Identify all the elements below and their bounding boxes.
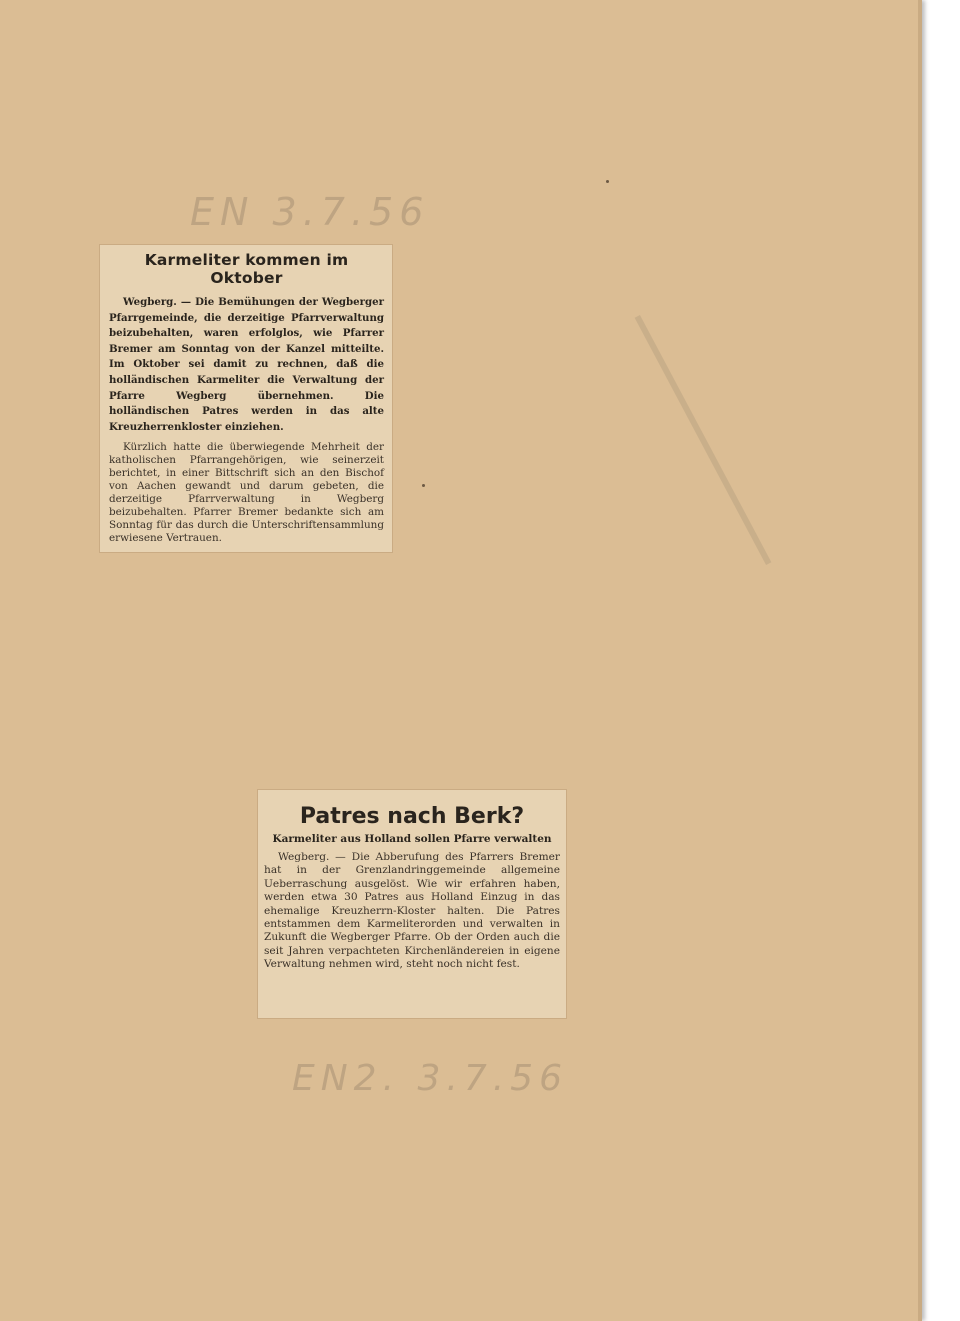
clipping1-paragraph-2: Kürzlich hatte die überwiegende Mehrheit der katholischen Pfarrangehörigen, wie seinerzeit berichtet, in einer Bittschrift sich an den Bischof von Aachen gewandt und darum gebeten, die derzeitige Pfarrverwaltung in Wegberg beizubehalten. Pfarrer Bremer bedankte sich am Sonntag für das durch die Unterschriftensammlung erwiesene Vertrauen. [109,441,384,544]
pencil-date-note-top: EN 3.7.56 [190,190,430,234]
clipping1-headline: Karmeliter kommen im Oktober [144,251,349,287]
sheet-edge [918,0,922,1321]
clipping2-subheadline: Karmeliter aus Holland sollen Pfarre verwalten [272,833,552,845]
clipping2-body: Wegberg. — Die Abberufung des Pfarrers Bremer hat in der Grenzlandringgemeinde allgemeine Ueberraschung ausgelöst. Wie wir erfahren haben, werden etwa 30 Patres aus Holland Einzug in das ehemalige Kreuzherrn-Kloster halten. Die Patres entstammen dem Karmeliterorden und verwalten in Zukunft die Wegberger Pfarre. Ob der Orden auch die seit Jahren verpachteten Kirchenländereien in eigene Verwaltung nehmen wird, steht noch nicht fest. [264,851,560,971]
clipping2-headline: Patres nach Berk? [299,804,525,829]
pencil-date-note-bottom: EN2. 3.7.56 [292,1058,568,1099]
stain-streak [635,315,772,565]
newspaper-clipping-1 [100,245,392,552]
speck [606,180,609,183]
newspaper-clipping-2 [258,790,566,1018]
clipping1-paragraph-1: Wegberg. — Die Bemühungen der Wegberger Pfarrgemeinde, die derzeitige Pfarrverwaltung beizubehalten, waren erfolglos, wie Pfarrer Bremer am Sonntag von der Kanzel mitteilte. Im Oktober sei damit zu rechnen, daß die holländischen Karmeliter die Verwaltung der Pfarre Wegberg übernehmen. Die holländischen Patres werden in das alte Kreuzherrenkloster einziehen. [109,296,384,433]
speck [422,484,425,487]
